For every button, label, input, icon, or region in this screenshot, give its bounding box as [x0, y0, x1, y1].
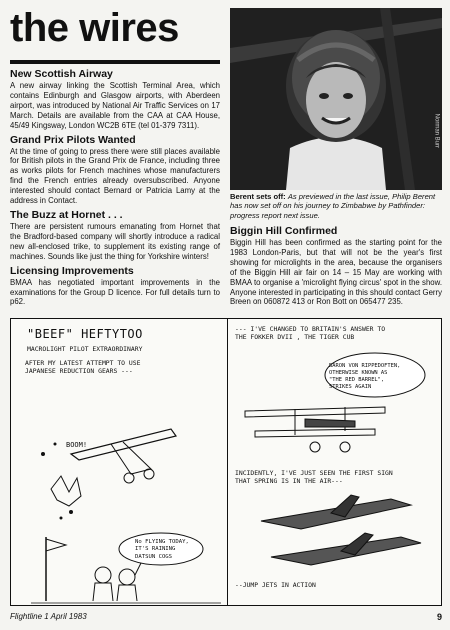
heading-grand-prix: Grand Prix Pilots Wanted — [10, 133, 136, 146]
crashing-trike-drawing — [31, 414, 211, 524]
cartoon-caption-left: AFTER MY LATEST ATTEMPT TO USE JAPANESE REDUCTION GEARS --- — [25, 359, 141, 376]
body-hornet: There are persistent rumours emanating from Hornet that the Bradford-based company will shortly introduce a radical new all-enclosed trike, to supplement its existing range of machines. Sounds like just the thing for Yorkshire winters! — [10, 221, 220, 261]
cartoon-divider — [227, 319, 228, 605]
pilot-photo-illustration — [230, 8, 442, 190]
boom-label: BOOM! — [66, 441, 88, 449]
issue-line: Flightline 1 April 1983 — [10, 612, 87, 621]
left-column — [10, 65, 220, 307]
photo-credit: Norman Burr — [433, 113, 439, 148]
cartoon-caption-right-top: --- I'VE CHANGED TO BRITAIN'S ANSWER TO THE FOKKER DVII , THE TIGER CUB — [235, 325, 386, 342]
body-biggin-hill: Biggin Hill has been confirmed as the starting point for the 1983 London-Paris, but that will not be the year's first showing for microlights in the area, because the organisers of the Biggin Hill air fair on 14 – 15 May are working with BMAA to organise a 'microlight flying circus' spot in the show. Anyone interested in participating in this should contact Gerry Breen on 060872 413 or Ron Bott on 065477 235. — [230, 238, 442, 307]
pilots-in-rain-drawing — [31, 529, 221, 605]
caption-text: As previewed in the last issue, Philip Berent has now set off on his journey to Zimbabwe by Pathfinder: progress report next issue. — [230, 192, 436, 220]
page-number: 9 — [436, 612, 442, 622]
body-licensing: BMAA has negotiated important improvements in the examinations for the Group D licence. For full details turn to p62. — [10, 277, 220, 307]
cartoon-subtitle: MACROLIGHT PILOT EXTRAORDINARY — [27, 345, 143, 353]
page-footer — [10, 612, 442, 621]
title-rule — [10, 60, 220, 64]
right-column — [230, 222, 442, 307]
cartoon-caption-right-mid: INCIDENTLY, I'VE JUST SEEN THE FIRST SIGN THAT SPRING IS IN THE AIR--- — [235, 469, 393, 486]
speech-bubble-right: BARON VON RIPPEDOFTEN, OTHERWISE KNOWN AS "THE RED BARREL", STRIKES AGAIN — [329, 363, 401, 391]
speech-bubble-left: No FLYING TODAY, IT'S RAINING DATSUN COGS — [135, 539, 189, 560]
photo-caption — [230, 192, 442, 220]
caption-lead: Berent sets off: — [230, 192, 286, 201]
cartoon-caption-right-bottom: --JUMP JETS IN ACTION — [235, 581, 316, 589]
cartoon-strip — [10, 318, 442, 606]
page-title: the wires — [10, 6, 179, 50]
heading-biggin-hill: Biggin Hill Confirmed — [230, 225, 338, 237]
jump-jets-drawing — [241, 491, 431, 581]
heading-hornet: The Buzz at Hornet . . . — [10, 208, 123, 221]
pilot-photo — [230, 8, 442, 190]
heading-licensing: Licensing Improvements — [10, 264, 134, 277]
body-grand-prix: At the time of going to press there were still places available for British pilots in the Grand Prix de France, including three as works pilots for French machines whose manufacturers find the French entries already oversubscribed. Anyone interested should contact Bernard or Patricia Lamy at the address in Contact. — [10, 146, 220, 206]
body-scottish-airway: A new airway linking the Scottish Terminal Area, which contains Edinburgh and Glasgow airports, with Aberdeen airport, was introduced by National Air Traffic Services on 17 March. Details are available from the CAA at CAA House, 45/49 Kingsway, London WC2B 6TE (tel 01-379 7311). — [10, 81, 220, 130]
heading-scottish-airway: New Scottish Airway — [10, 68, 113, 80]
cartoon-title: "BEEF" HEFTYTOO — [27, 327, 143, 341]
